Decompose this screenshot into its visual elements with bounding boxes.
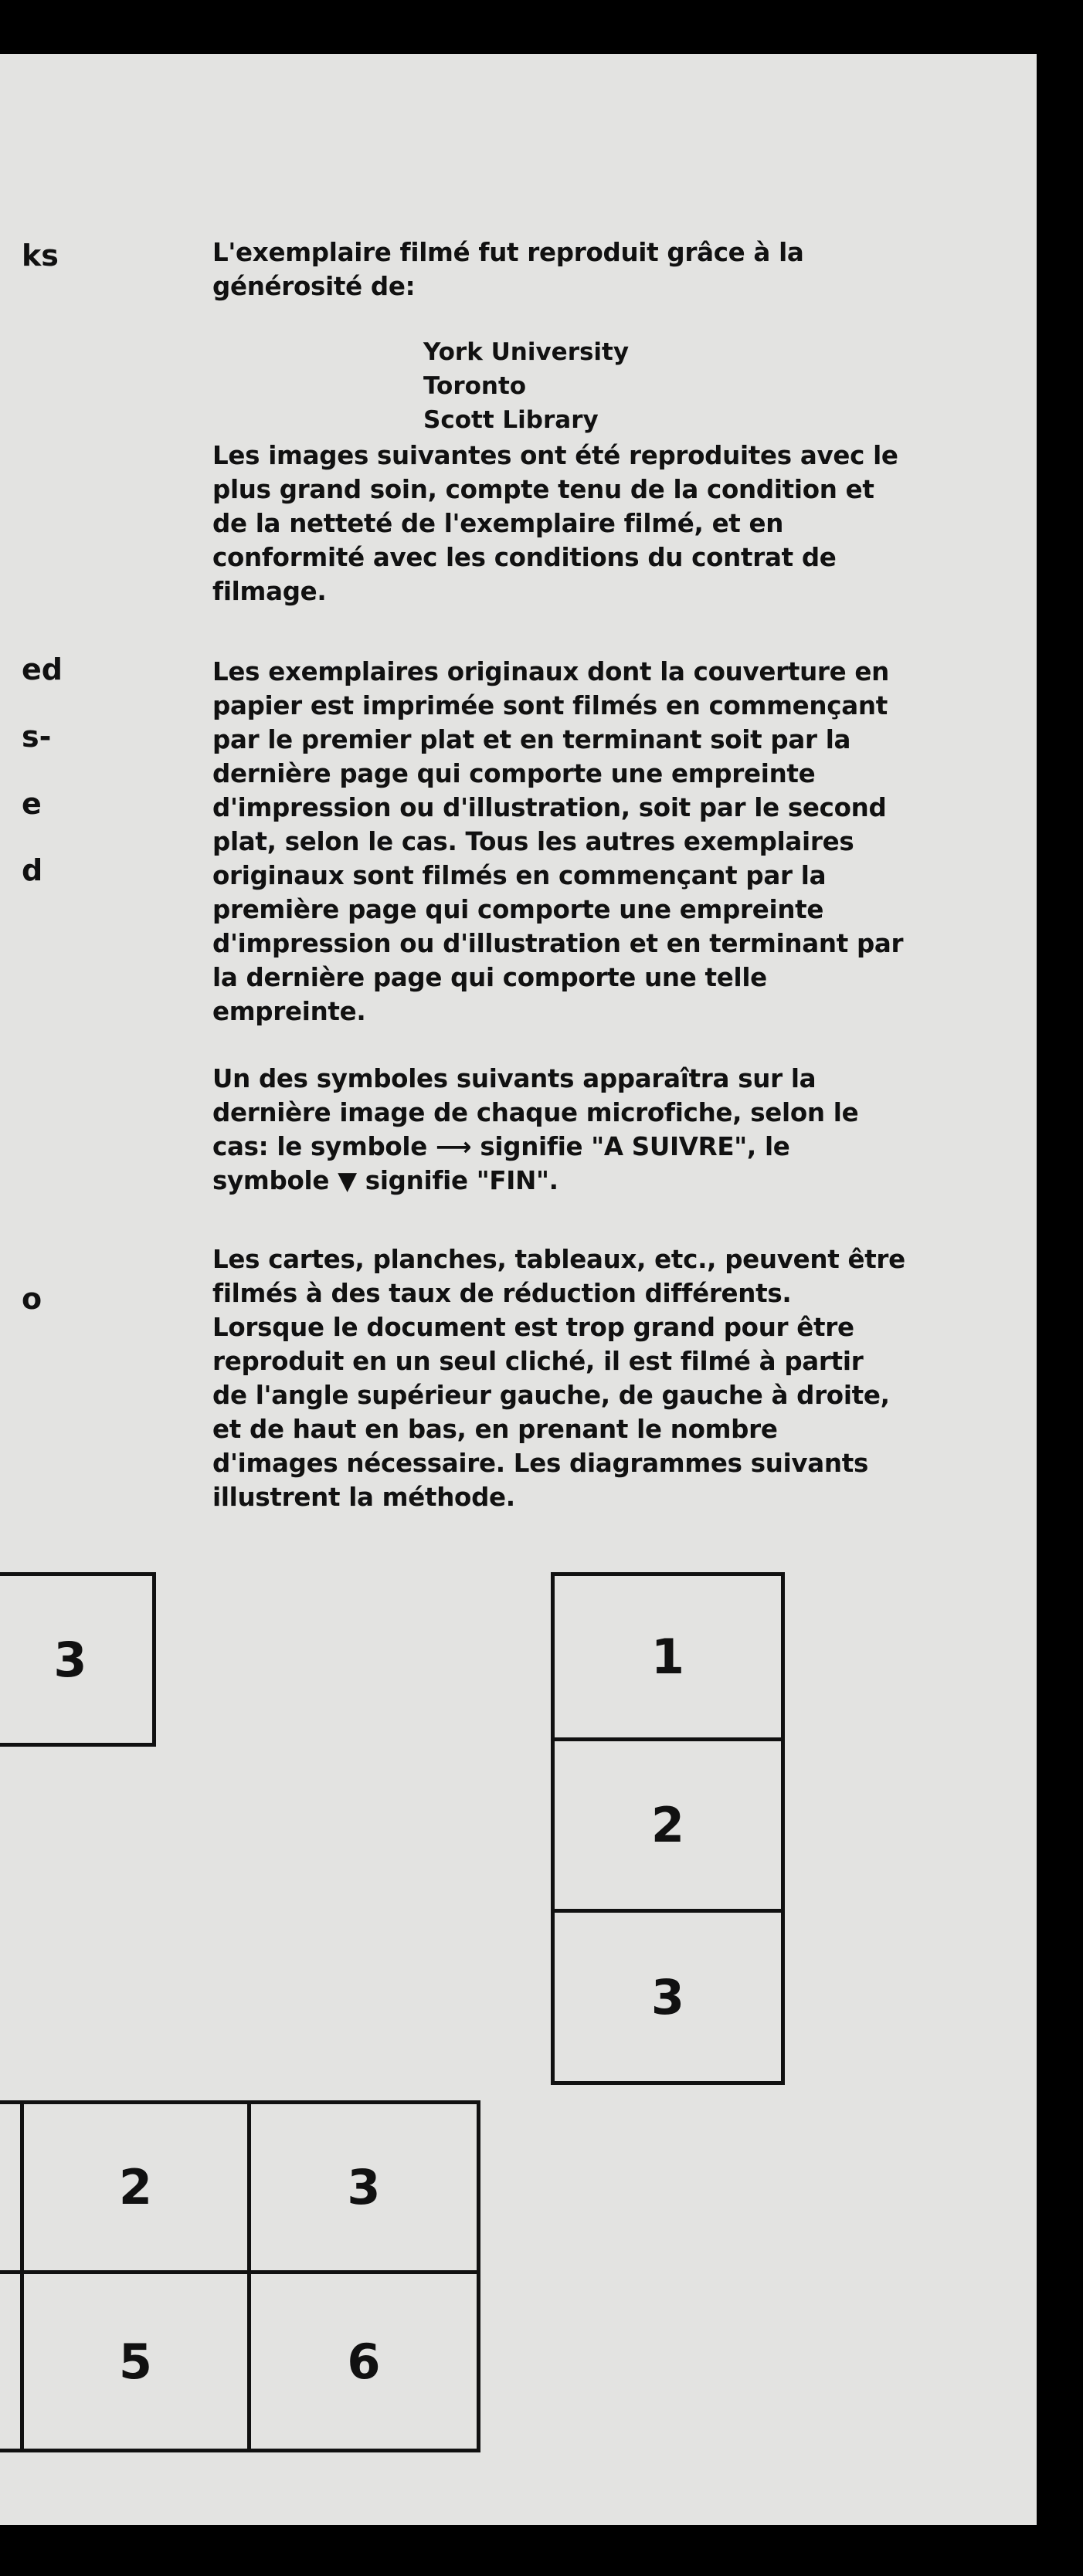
- paragraph-maps: Les cartes, planches, tableaux, etc., peuvent être filmés à des taux de réduction différents. Lorsque le document est trop grand pour être reproduit en un seul cliché, il est filmé à partir de l'angle supérieur gauche, de gauche à droite, et de haut en bas, en prenant le nombre d'images nécessaire. Les diagrammes suivants illustrent la méthode.: [212, 1245, 905, 1512]
- left-fragment-3: s-: [22, 720, 52, 754]
- diagram-cell: 5: [24, 2274, 251, 2449]
- library-credit: York University Toronto Scott Library: [423, 338, 630, 434]
- diagram-cell: 1: [555, 1576, 781, 1741]
- diagram-cell: 2: [555, 1741, 781, 1913]
- diagram-cell: 3: [650, 1968, 685, 2025]
- paragraph-images: Les images suivantes ont été reproduites avec le plus grand soin, compte tenu de la condition et de la netteté de l'exemplaire filmé, et en conformité avec les conditions du contrat de filmage.: [212, 441, 898, 606]
- intro-paragraph: L'exemplaire filmé fut reproduit grâce à la générosité de:: [212, 238, 804, 301]
- diagram-cell-partial: [0, 2104, 24, 2274]
- diagram-cell-partial: [0, 2274, 24, 2449]
- diagram-row-partial: [0, 1572, 156, 1747]
- diagram-cell: 3: [251, 2104, 477, 2274]
- diagram-cell: 6: [347, 2333, 381, 2390]
- diagram-column: [551, 1572, 785, 2085]
- diagram-grid: [0, 2100, 480, 2452]
- paragraph-1: [212, 439, 985, 608]
- left-fragment-6: o: [22, 1282, 42, 1316]
- left-fragment-1: ks: [22, 239, 59, 273]
- left-fragment-4: e: [22, 787, 42, 821]
- left-fragment-2: ed: [22, 652, 63, 686]
- paragraph-3: [212, 1062, 985, 1198]
- paragraph-2: [212, 655, 985, 1029]
- paragraph-4: [212, 1242, 985, 1514]
- left-fragment-5: d: [22, 853, 43, 887]
- diagram-cell: 3: [53, 1631, 87, 1688]
- diagram-cell: 2: [24, 2104, 251, 2274]
- paragraph-originals: Les exemplaires originaux dont la couverture en papier est imprimée sont filmés en commençant par le premier plat et en terminant soit par la dernière page qui comporte une empreinte d'impression ou d'illustration, soit par le second plat, selon le cas. Tous les autres exemplaires originaux sont filmés en commençant par la première page qui comporte une empreinte d'impression ou d'illustration et en terminant par la dernière page qui comporte une telle empreinte.: [212, 657, 904, 1026]
- intro-text: [212, 236, 985, 303]
- paragraph-symbols: Un des symboles suivants apparaîtra sur la dernière image de chaque microfiche, selon le cas: le symbole ⟶ signifie "A SUIVRE", le symbole ▼ signifie "FIN".: [212, 1064, 859, 1195]
